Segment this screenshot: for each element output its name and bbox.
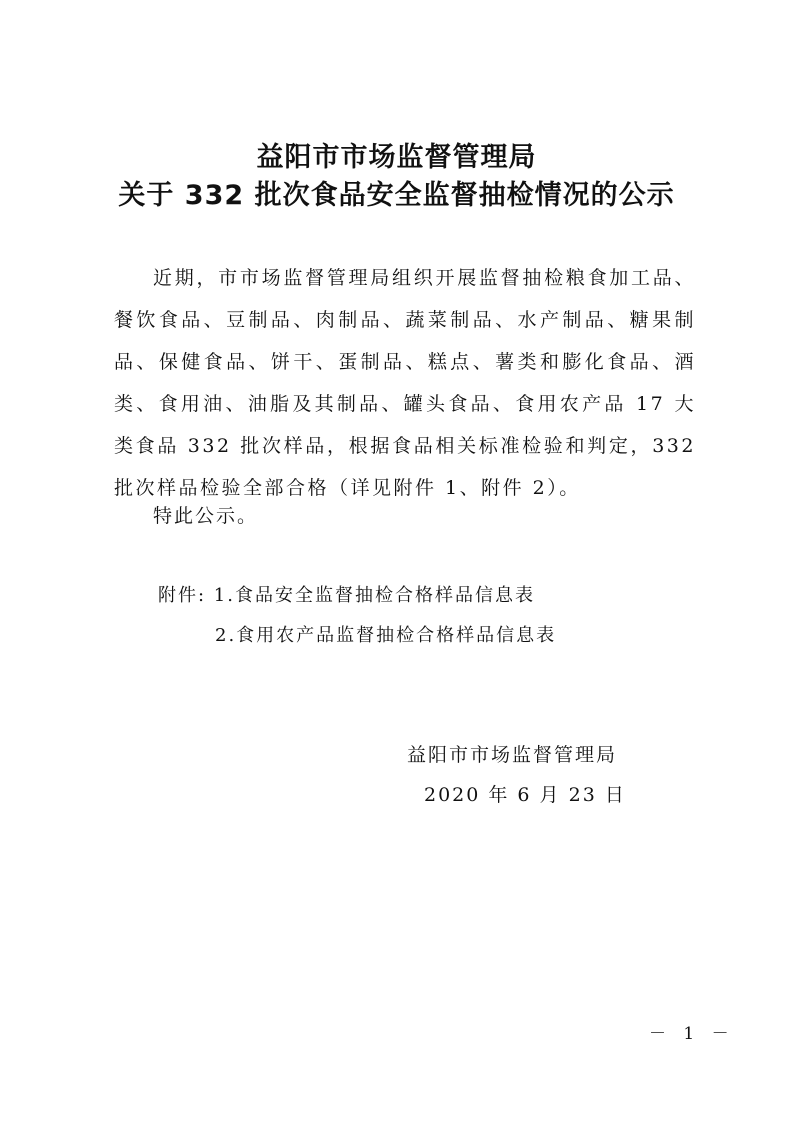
document-title-line-2: 关于 332 批次食品安全监督抽检情况的公示 xyxy=(118,180,675,211)
signature-organization: 益阳市市场监督管理局 xyxy=(407,744,618,766)
page-number: － 1 － xyxy=(649,1024,735,1044)
attachment-item-2: 2.食用农产品监督抽检合格样品信息表 xyxy=(215,625,557,646)
closing-line: 特此公示。 xyxy=(153,505,259,527)
body-paragraph: 近期，市市场监督管理局组织开展监督抽检粮食加工品、餐饮食品、豆制品、肉制品、蔬菜制品、水产制品、糖果制品、保健食品、饼干、蛋制品、糕点、薯类和膨化食品、酒类、食用油、油脂及其制品、罐头食品、食用农产品 17 大类食品 332 批次样品，根据食品相关标准检验和判定，332 批次样品检验全部合格（详见附件 1、附件 2）。 xyxy=(114,267,696,499)
signature-date: 2020 年 6 月 23 日 xyxy=(424,784,626,806)
attachment-item-1: 附件: 1.食品安全监督抽检合格样品信息表 xyxy=(158,585,535,606)
document-title-line-1: 益阳市市场监督管理局 xyxy=(256,142,537,173)
